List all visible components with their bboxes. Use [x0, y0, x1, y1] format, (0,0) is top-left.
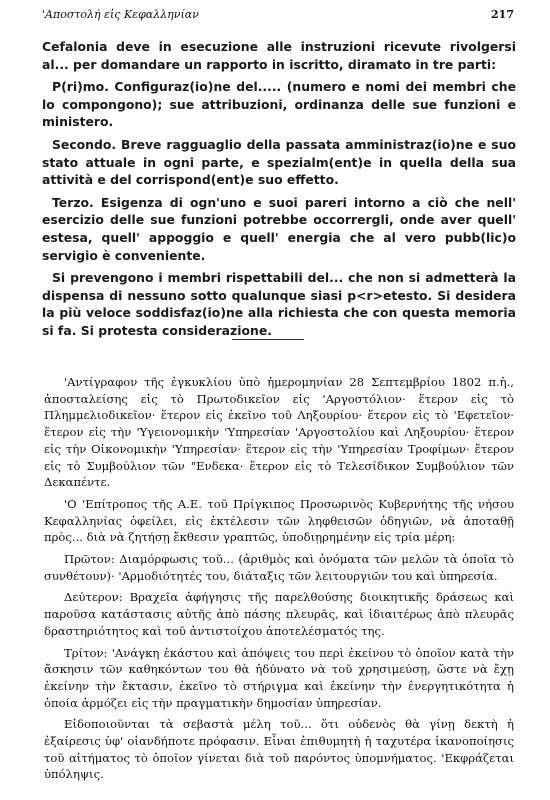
greek-paragraph: Τρίτον: 'Ανάγκη ἑκάστου καὶ ἀπόψεις του περὶ ἐκείνου τὸ ὁποῖον κατὰ τὴν ἄσκησιν τῶν καθηκόντων του θὰ ἠδύνατο νὰ τοῦ χρησιμεύσῃ, ὥστε νὰ ἔχῃ ἐκείνην τὴν ἔκτασιν, ἐκεῖνο τὸ στήριγμα καὶ ἐκείνην τὴν ἐνεργητικότητα ἡ ὁποία ἁρμόζει εἰς τὴν πραγματικὴν δημοσίαν ὑπηρεσίαν. [44, 645, 514, 710]
running-header [42, 8, 514, 24]
italian-paragraph: Terzo. Esigenza di ogn'uno e suoi pareri intorno a ciò che nell' esercizio delle sue funzioni potrebbe occorrergli, onde aver quell' estesa, quell' appoggio e quell' energia che al vero pubb(lic)o servigio è conveniente. [42, 194, 516, 263]
greek-paragraph: 'Αντίγραφον τῆς ἐγκυκλίου ὑπὸ ἡμερομηνίαν 28 Σεπτεμβρίου 1802 π.ἡ., ἀποσταλείσης εἰς τὸ Πρωτοδικεῖον εἰς 'Αργοστόλιον· ἕτερον εἰς τὸ Πλημμελιοδικεῖον· ἕτερον εἰς ἐκεῖνο τοῦ Ληξουρίου· ἕτερον εἰς τὸ 'Εφετεῖον· ἕτερον εἰς τὴν 'Υγειονομικὴν 'Υπηρεσίαν 'Αργοστολίου καὶ Ληξουρίου· ἕτερον εἰς τὴν Οἰκονομικὴν 'Υπηρεσίαν· ἕτερον εἰς τὴν 'Υπηρεσίαν Τροφίμων· ἕτερον εἰς τὸ Συμβούλιον τῶν "Ενδεκα· ἕτερον εἰς τὸ Τελεσίδικον Συμβούλιον τῶν Δεκαπέντε. [44, 375, 514, 490]
greek-paragraph: Εἰδοποιοῦνται τὰ σεβαστὰ μέλη τοῦ... ὅτι οὐδενὸς θὰ γίνῃ δεκτὴ ἡ ἐξαίρεσις ὑφ' οἱανδήποτε πρόφασιν. Εἶναι ἐπιθυμητὴ ἡ ταχυτέρα ἱκανοποίησις τοῦ αἰτήματος τὸ ὁποῖον γίνεται διὰ τοῦ παρόντος ὑπομνήματος. 'Εκφράζεται ὑπόληψις. [44, 717, 514, 782]
greek-paragraph: Δεύτερον: Βραχεῖα ἀφήγησις τῆς παρελθούσης διοικητικῆς δράσεως καὶ παροῦσα κατάστασις αὐτῆς ἀπὸ πάσης πλευρᾶς, καὶ ἰδιαιτέρως ἀπὸ πλευρᾶς δραστηριότητος καὶ τοῦ ἀντιστοίχου ἀποτελέσματός της. [44, 590, 514, 638]
italian-paragraph: Si prevengono i membri rispettabili del... che non si admetterà la dispensa di nessuno sotto qualunque siasi p<r>etesto. Si desidera la più veloce soddisfaz(io)ne alla richiesta che con questa memoria si fa. Si protesta considerazione. [42, 270, 516, 338]
page-number: 217 [491, 8, 514, 21]
greek-paragraph: Πρῶτον: Διαμόρφωσις τοῦ... (ἀριθμὸς καὶ ὀνόματα τῶν μελῶν τὰ ὁποῖα τὸ συνθέτουν)· 'Αρμοδιότητές του, διάταξις τῶν λειτουργιῶν του καὶ ὑπηρεσία. [44, 552, 514, 583]
section-divider [232, 339, 304, 340]
italian-paragraph: P(ri)mo. Configuraz(io)ne del..... (numero e nomi dei membri che lo compongono); sue attribuzioni, ordinanza delle sue funzioni e ministero. [42, 79, 516, 130]
greek-text-block [44, 374, 514, 788]
italian-paragraph: Cefalonia deve in esecuzione alle instruzioni ricevute rivolgersi al... per domandare un rapporto in iscritto, diramato in tre parti: [42, 39, 516, 72]
running-title: 'Αποστολή εἰς Κεφαλληνίαν [42, 8, 199, 21]
italian-text-block [42, 38, 516, 345]
greek-paragraph: 'Ο 'Επίτροπος τῆς Α.Ε. τοῦ Πρίγκιπος Προσωρινὸς Κυβερνήτης τῆς νήσου Κεφαλληνίας ὀφείλει, εἰς ἐκτέλεσιν τῶν ληφθεισῶν ὁδηγιῶν, νὰ ἀποταθῇ πρὸς... διὰ νὰ ζητήσῃ ἔκθεσιν γραπτῶς, ὑποδιῃρημένην εἰς τρία μέρη: [44, 496, 514, 545]
italian-paragraph: Secondo. Breve ragguaglio della passata amministraz(io)ne e suo stato attuale in ogni parte, e spezialm(ent)e in quella della sua attività e del corrispond(ent)e suo effetto. [42, 136, 516, 188]
